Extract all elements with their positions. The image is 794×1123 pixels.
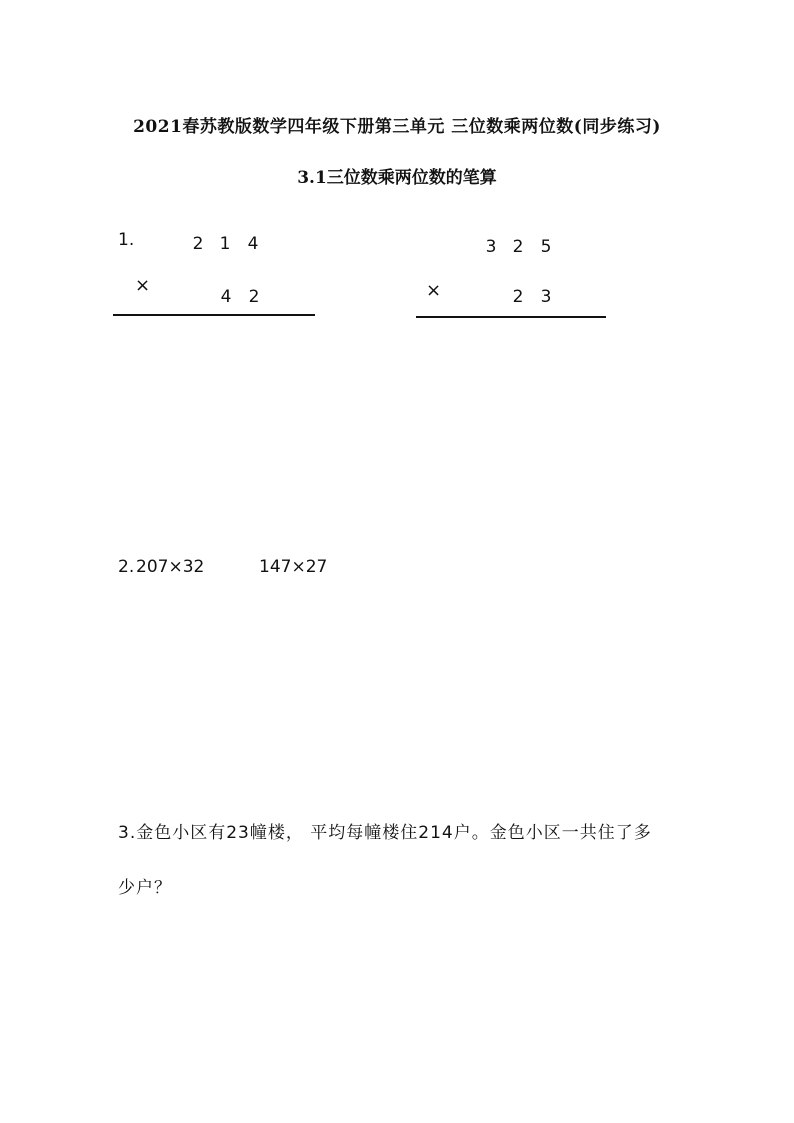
top-digit: 5: [540, 237, 552, 257]
top-digit: 3: [485, 237, 497, 257]
top-digit: 2: [192, 234, 204, 254]
multiply-sign: ×: [426, 280, 442, 301]
question-1-number: 1.: [118, 230, 135, 250]
question-2-number: 2.: [118, 557, 135, 577]
top-digit: 2: [512, 237, 524, 257]
answer-line: [113, 314, 315, 316]
bottom-digit: 2: [248, 287, 260, 307]
bottom-digit: 2: [512, 287, 524, 307]
top-digit: 1: [219, 234, 231, 254]
answer-work-area[interactable]: [416, 322, 606, 522]
page-title: 2021春苏教版数学四年级下册第三单元 三位数乘两位数(同步练习): [133, 117, 661, 137]
word-problem-line-1: 3.金色小区有23幢楼， 平均每幢楼住214户。金色小区一共住了多: [118, 823, 652, 843]
answer-work-area[interactable]: [113, 320, 315, 520]
section-subtitle: 3.1三位数乘两位数的笔算: [297, 168, 497, 188]
word-problem-line-2: 少户？: [118, 878, 172, 898]
answer-work-area[interactable]: [113, 905, 673, 1085]
multiply-sign: ×: [135, 275, 151, 296]
expression-item: 147×27: [259, 557, 328, 577]
top-digit: 4: [247, 234, 259, 254]
bottom-digit: 4: [220, 287, 232, 307]
answer-work-area[interactable]: [113, 590, 673, 790]
answer-line: [416, 316, 606, 318]
expression-item: 207×32: [136, 557, 205, 577]
bottom-digit: 3: [540, 287, 552, 307]
